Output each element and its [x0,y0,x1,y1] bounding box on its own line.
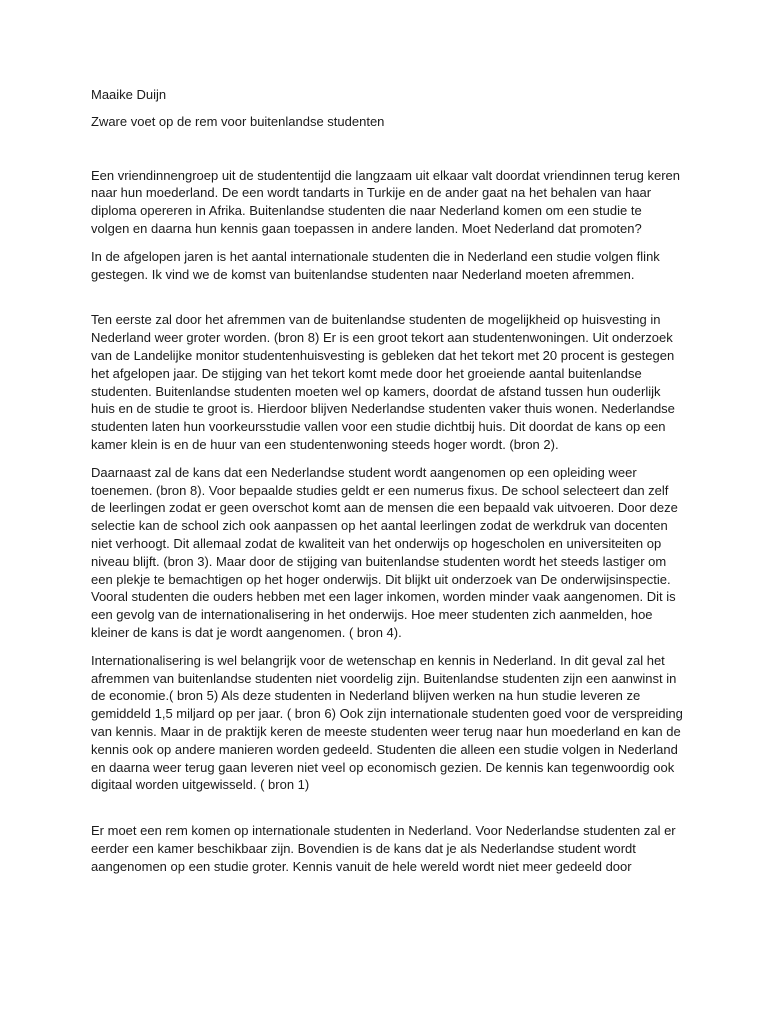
paragraph-counterargument: Internationalisering is wel belangrijk voor de wetenschap en kennis in Nederland. In dit geval zal het afremmen van buitenlandse studenten niet voordelig zijn. Buitenlandse studenten zijn een aanwinst in de economie.( bron 5) Als deze studenten in Nederland blijven werken na hun studie leveren ze gemiddeld 1,5 miljard op per jaar. ( bron 6) Ook zijn internationale studenten goed voor de verspreiding van kennis. Maar in de praktijk keren de meeste studenten weer terug naar hun moederland en kan de kennis ook op andere manieren worden gedeeld. Studenten die alleen een studie volgen in Nederland en daarna weer terug gaan leveren niet veel op economisch gezien. De kennis kan tegenwoordig ook digitaal worden uitgewisseld. ( bron 1) [91,652,683,793]
author-name: Maaike Duijn [91,87,167,102]
paragraph-conclusion: Er moet een rem komen op internationale studenten in Nederland. Voor Nederlandse studenten zal er eerder een kamer beschikbaar zijn. Bovendien is de kans dat je als Nederlandse student wordt aangenomen op een studie groter. Kennis vanuit de hele wereld wordt niet meer gedeeld door [91,823,676,874]
spacer [91,804,683,822]
paragraph-argument-housing: Ten eerste zal door het afremmen van de buitenlandse studenten de mogelijkheid op huisvesting in Nederland weer groter worden. (bron 8) Er is een groot tekort aan studentenwoningen. Uit onderzoek van de Landelijke monitor studentenhuisvesting is gebleken dat het tekort met 20 procent is gestegen het afgelopen jaar. De stijging van het tekort komt mede door het groeiende aantal buitenlandse studenten. Buitenlandse studenten moeten wel op kamers, doordat de afstand tussen hun ouderlijk huis en de studie te groot is. Hierdoor blijven Nederlandse studenten vaker thuis wonen. Nederlandse studenten laten hun voorkeursstudie vallen voor een studie dichtbij huis. Dit doordat de kans op een kamer klein is en de huur van een studentenwoning steeds hoger wordt. (bron 2). [91,312,675,452]
spacer [91,293,683,311]
paragraph-intro: Een vriendinnengroep uit de studententijd die langzaam uit elkaar valt doordat vriendinnen terug keren naar hun moederland. De een wordt tandarts in Turkije en de ander gaat na het behalen van haar diploma opereren in Afrika. Buitenlandse studenten die naar Nederland komen om een studie te volgen en daarna hun kennis gaan toepassen in andere landen. Moet Nederland dat promoten? [91,167,680,236]
document-body [91,86,683,885]
paragraph-thesis: In de afgelopen jaren is het aantal internationale studenten die in Nederland een studie volgen flink gestegen. Ik vind we de komst van buitenlandse studenten naar Nederland moeten afremmen. [91,248,660,282]
paragraph-argument-admission: Daarnaast zal de kans dat een Nederlandse student wordt aangenomen op een opleiding weer toenemen. (bron 8). Voor bepaalde studies geldt er een numerus fixus. De school selecteert dan zelf de leerlingen zodat er geen overschot komt aan de mensen die een bepaald vak uitvoeren. Door deze selectie kan de school zich ook aanpassen op het aantal leerlingen zodat de werkdruk van docenten niet verhoogt. Dit allemaal zodat de kwaliteit van het onderwijs op hogescholen en universiteiten op niveau blijft. (bron 3). Maar door de stijging van buitenlandse studenten wordt het steeds lastiger om een plekje te bemachtigen op het hoger onderwijs. Dit blijkt uit onderzoek van De onderwijsinspectie. Vooral studenten die ouders hebben met een lager inkomen, worden minder vaak aangenomen. Dit is een gevolg van de internationalisering in het onderwijs. Hoe meer studenten zich aanmelden, hoe kleiner de kans is dat je wordt aangenomen. ( bron 4). [91,464,678,640]
spacer [91,149,683,167]
document-title: Zware voet op de rem voor buitenlandse studenten [91,113,385,129]
